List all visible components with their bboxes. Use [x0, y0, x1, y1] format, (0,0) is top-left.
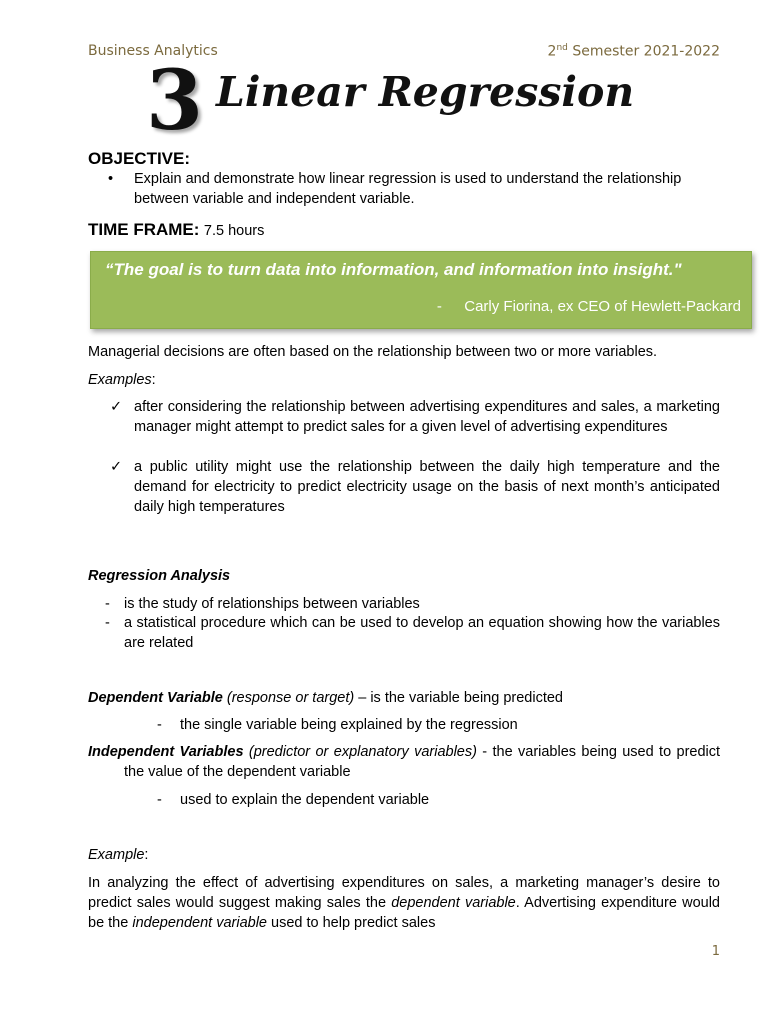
dash-icon: - — [157, 792, 162, 808]
examples-label: Examples: — [88, 372, 156, 388]
page-number: 1 — [711, 944, 720, 959]
example-item: ✓ a public utility might use the relationship between the daily high temperature and the demand for electricity to predict electricity usage on the basis of next month’s anticipated daily high temperatures — [110, 459, 720, 515]
header-course: Business Analytics — [88, 43, 218, 59]
objective-item: • Explain and demonstrate how linear regression is used to understand the relationship between variable and independent variable. — [108, 171, 682, 207]
example-label: Example: — [88, 847, 149, 863]
checkmark-icon: ✓ — [110, 459, 123, 475]
example-paragraph: In analyzing the effect of advertising expenditures on sales, a marketing manager’s desire to predict sales would suggest making sales the dependent variable. Advertising expenditure would be the independent variable used to help predict sales — [88, 875, 720, 931]
dash-icon: - — [157, 717, 162, 733]
header-semester: 2nd Semester 2021-2022 — [547, 43, 720, 60]
chapter-number: 3 — [146, 53, 204, 149]
example-item: ✓ after considering the relationship between advertising expenditures and sales, a marketing manager might attempt to predict sales for a given level of advertising expenditures — [110, 399, 720, 435]
independent-definition: Independent Variables (predictor or explanatory variables) - the variables being used to predict the value of the dependent variable — [88, 744, 721, 780]
intro-paragraph: Managerial decisions are often based on the relationship between two or more variables. — [88, 344, 658, 360]
regression-item: - is the study of relationships between variables — [105, 596, 420, 612]
dash-icon: - — [105, 615, 110, 631]
objective-heading: OBJECTIVE: — [88, 149, 191, 168]
quote-box — [90, 251, 752, 329]
dash-icon: - — [105, 596, 110, 612]
time-frame: TIME FRAME: 7.5 hours — [88, 220, 265, 239]
dependent-definition: Dependent Variable (response or target) – is the variable being predicted — [88, 690, 563, 706]
bullet-icon: • — [108, 171, 114, 187]
chapter-title: Linear Regression — [216, 68, 635, 116]
regression-item: - a statistical procedure which can be used to develop an equation showing how the variables are related — [105, 615, 720, 651]
quote-text: “The goal is to turn data into information, and information into insight." — [105, 260, 682, 279]
checkmark-icon: ✓ — [110, 399, 123, 415]
quote-attribution: - Carly Fiorina, ex CEO of Hewlett-Packard — [436, 298, 741, 315]
independent-sub-item: - used to explain the dependent variable — [157, 792, 430, 808]
dependent-sub-item: - the single variable being explained by the regression — [157, 717, 518, 733]
regression-heading: Regression Analysis — [88, 568, 231, 584]
